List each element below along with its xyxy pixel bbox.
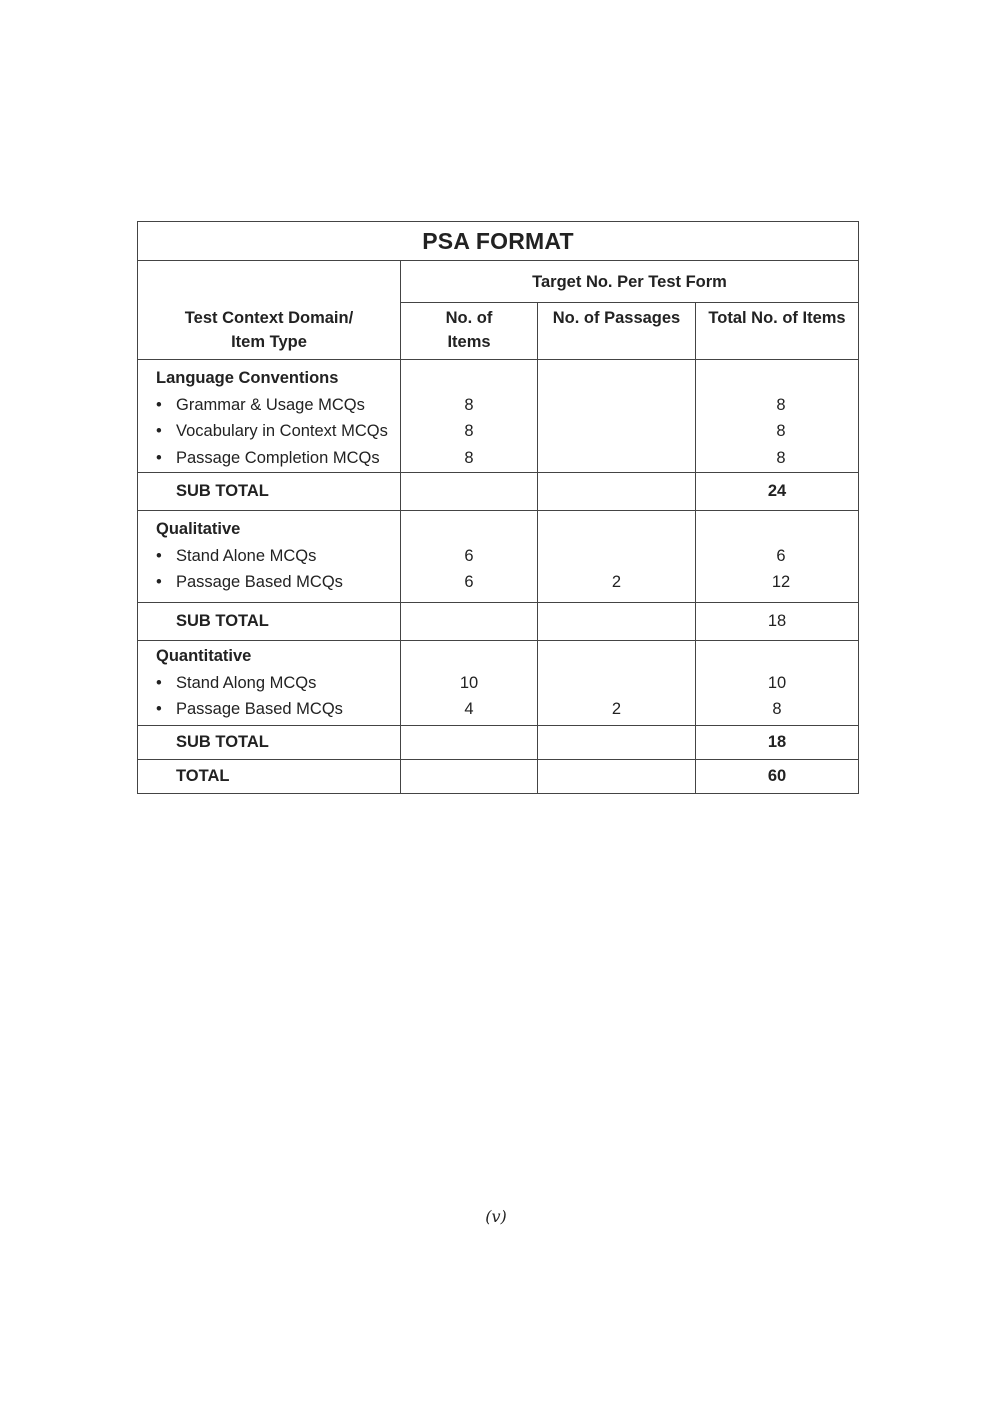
subtotal-label: SUB TOTAL <box>138 726 401 760</box>
list-item: • Passage Based MCQs <box>156 696 400 723</box>
subtotal-value: 18 <box>696 726 859 760</box>
section-label: Quantitative <box>156 647 252 665</box>
domain-header: Test Context Domain/ Item Type <box>138 261 401 360</box>
subtotal-label: SUB TOTAL <box>138 603 401 641</box>
psa-format-table <box>137 221 859 794</box>
total-cell: 6 12 <box>696 511 859 603</box>
section-cell <box>138 511 401 603</box>
section-label: Qualitative <box>156 520 241 538</box>
total-cell: 10 8 <box>696 641 859 726</box>
list-item: • Vocabulary in Context MCQs <box>156 418 400 445</box>
total-column-header: Total No. of Items <box>696 303 859 360</box>
list-item: • Passage Completion MCQs <box>156 445 400 472</box>
target-header: Target No. Per Test Form <box>401 261 859 303</box>
total-cell: 8 8 8 <box>696 360 859 473</box>
page-number: (v) <box>485 1207 507 1226</box>
bullet-icon: • <box>156 573 162 591</box>
items-cell: 8 8 8 <box>401 360 538 473</box>
bullet-icon: • <box>156 448 162 467</box>
bullet-icon: • <box>156 673 162 692</box>
list-item: • Stand Along MCQs <box>156 670 400 697</box>
list-item: • Stand Alone MCQs <box>156 543 400 570</box>
items-cell: 6 6 <box>401 511 538 603</box>
subtotal-row <box>138 473 859 511</box>
passages-column-header: No. of Passages <box>538 303 696 360</box>
list-item: • Passage Based MCQs <box>156 569 400 596</box>
items-column-header: No. of Items <box>401 303 538 360</box>
bullet-icon: • <box>156 422 162 440</box>
subtotal-row <box>138 726 859 760</box>
passages-cell: 2 <box>538 641 696 726</box>
subtotal-label: SUB TOTAL <box>138 473 401 511</box>
passages-cell: 2 <box>538 511 696 603</box>
bullet-icon: • <box>156 700 162 718</box>
section-label: Language Conventions <box>156 369 339 387</box>
grand-total-row <box>138 760 859 794</box>
section-cell <box>138 641 401 726</box>
subtotal-row <box>138 603 859 641</box>
section-quantitative <box>138 641 859 726</box>
subtotal-value: 24 <box>696 473 859 511</box>
section-cell <box>138 360 401 473</box>
subtotal-value: 18 <box>696 603 859 641</box>
passages-cell <box>538 360 696 473</box>
bullet-icon: • <box>156 395 162 414</box>
bullet-icon: • <box>156 546 162 565</box>
section-language-conventions <box>138 360 859 473</box>
section-qualitative <box>138 511 859 603</box>
total-value: 60 <box>696 760 859 794</box>
list-item: • Grammar & Usage MCQs <box>156 392 400 419</box>
total-label: TOTAL <box>138 760 401 794</box>
table-title: PSA FORMAT <box>138 222 859 261</box>
items-cell: 10 4 <box>401 641 538 726</box>
